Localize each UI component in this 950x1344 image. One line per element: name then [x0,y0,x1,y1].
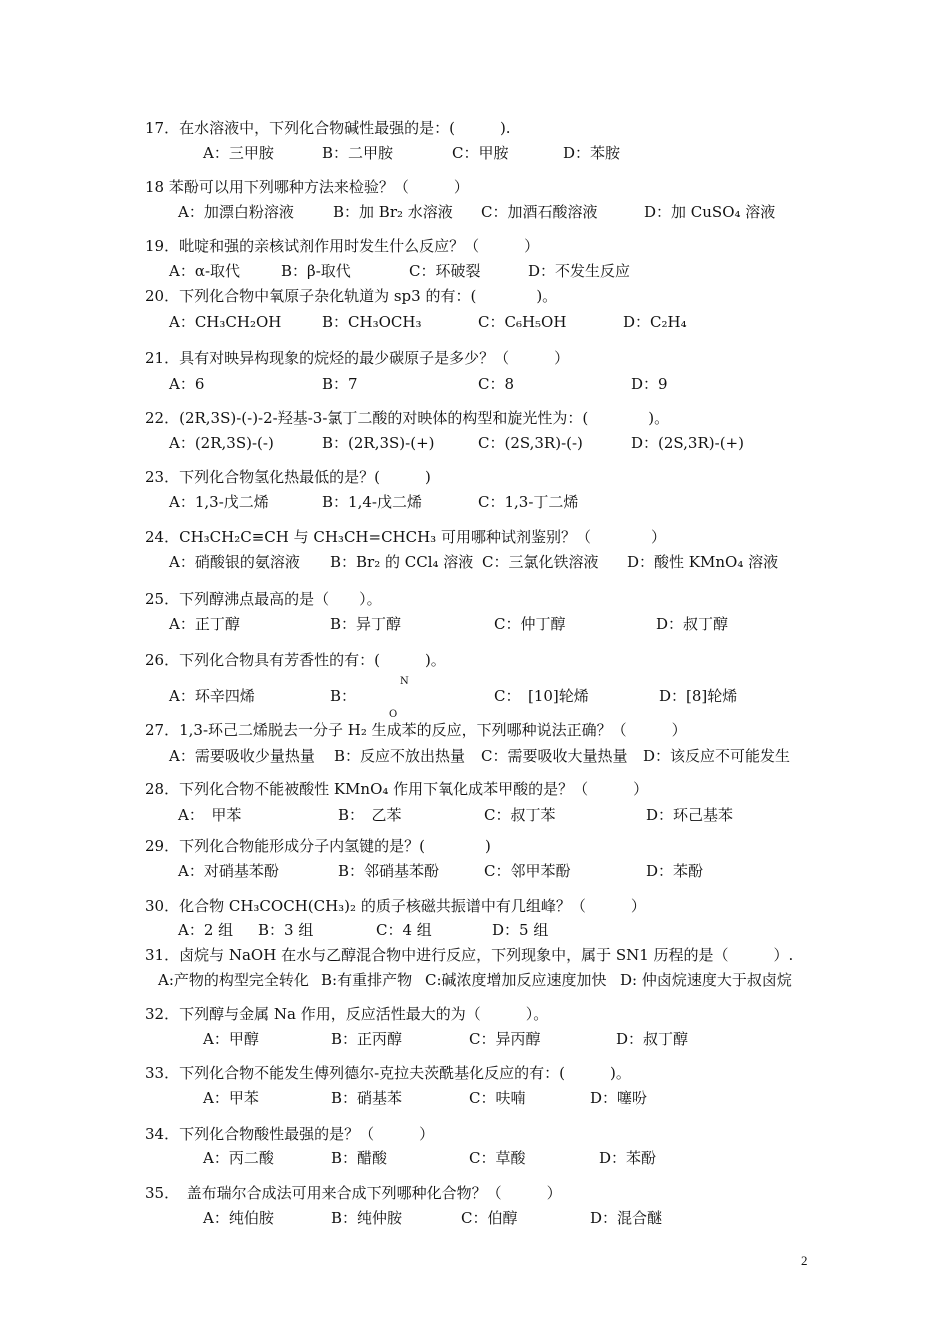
q31-option-c: C:碱浓度增加反应速度加快 [425,971,607,989]
q31-option-d: D: 仲卤烷速度大于叔卤烷 [620,971,792,989]
question-19: 19．吡啶和强的亲核试剂作用时发生什么反应？（ ） [145,237,540,255]
q19-option-c: C：环破裂 [409,262,481,280]
q24-option-c: C：三氯化铁溶液 [482,553,599,571]
q17-option-b: B：二甲胺 [322,144,394,162]
q22-option-d: D：(2S,3R)-(+) [631,434,744,452]
q21-option-a: A：6 [169,375,205,393]
question-32: 32．下列醇与金属 Na 作用，反应活性最大的为（ ）。 [145,1005,549,1023]
q22-option-b: B：(2R,3S)-(+) [322,434,435,452]
q33-option-a: A：甲苯 [203,1089,259,1107]
question-26: 26．下列化合物具有芳香性的有：( )。 [145,651,446,669]
q26-option-c: C： [10]轮烯 [494,687,589,705]
q17-option-d: D：苯胺 [563,144,621,162]
q28-option-b: B： 乙苯 [338,806,402,824]
q30-option-d: D：5 组 [492,921,549,939]
q18-option-b: B：加 Br₂ 水溶液 [333,203,453,221]
question-29: 29．下列化合物能形成分子内氢键的是？( ) [145,837,491,855]
q32-option-d: D：叔丁醇 [616,1030,689,1048]
q33-option-b: B：硝基苯 [331,1089,403,1107]
q18-option-d: D：加 CuSO₄ 溶液 [644,203,776,221]
q33-option-d: D：噻吩 [590,1089,648,1107]
q30-option-b: B：3 组 [258,921,314,939]
q17-option-c: C：甲胺 [452,144,509,162]
q25-option-c: C：仲丁醇 [494,615,566,633]
question-22: 22．(2R,3S)-(-)-2-羟基-3-氯丁二酸的对映体的构型和旋光性为：( )。 [145,409,670,427]
q26-option-b: B： [330,687,357,705]
q19-option-a: A：α-取代 [169,262,241,280]
q28-option-a: A： 甲苯 [178,806,242,824]
q27-option-b: B：反应不放出热量 [334,747,466,765]
q29-option-b: B：邻硝基苯酚 [338,862,440,880]
q32-option-b: B：正丙醇 [331,1030,403,1048]
question-20: 20．下列化合物中氧原子杂化轨道为 sp3 的有：( )。 [145,287,558,305]
q23-option-a: A：1,3-戊二烯 [169,493,269,511]
q34-option-d: D：苯酚 [599,1149,657,1167]
q18-option-c: C：加酒石酸溶液 [481,203,598,221]
question-27: 27．1,3-环己二烯脱去一分子 H₂ 生成苯的反应，下列哪种说法正确？（ ） [145,721,687,739]
q31-option-b: B:有重排产物 [321,971,413,989]
q28-option-c: C：叔丁苯 [484,806,556,824]
q21-option-c: C：8 [478,375,515,393]
question-35: 35． 盖布瑞尔合成法可用来合成下列哪种化合物？（ ） [145,1184,562,1202]
q19-option-b: B：β-取代 [281,262,351,280]
q20-option-d: D：C₂H₄ [623,313,687,331]
q24-option-d: D：酸性 KMnO₄ 溶液 [627,553,779,571]
q22-option-c: C：(2S,3R)-(-) [478,434,583,452]
q23-option-b: B：1,4-戊二烯 [322,493,422,511]
q22-option-a: A：(2R,3S)-(-) [169,434,274,452]
q29-option-d: D：苯酚 [646,862,704,880]
q20-option-a: A：CH₃CH₂OH [169,313,282,331]
question-34: 34．下列化合物酸性最强的是？（ ） [145,1125,435,1143]
q34-option-b: B：醋酸 [331,1149,388,1167]
question-33: 33．下列化合物不能发生傅列德尔-克拉夫茨酰基化反应的有：( )。 [145,1064,631,1082]
q35-option-a: A：纯伯胺 [203,1209,274,1227]
q27-option-a: A：需要吸收少量热量 [169,747,315,765]
q34-option-a: A：丙二酸 [203,1149,274,1167]
q28-option-d: D：环己基苯 [646,806,734,824]
question-30: 30．化合物 CH₃COCH(CH₃)₂ 的质子核磁共振谱中有几组峰？（ ） [145,897,646,915]
q32-option-a: A：甲醇 [203,1030,259,1048]
q29-option-c: C：邻甲苯酚 [484,862,571,880]
question-21: 21．具有对映异构现象的烷烃的最少碳原子是多少？（ ） [145,349,570,367]
q18-option-a: A：加漂白粉溶液 [178,203,294,221]
q35-option-c: C：伯醇 [461,1209,518,1227]
q34-option-c: C：草酸 [469,1149,526,1167]
question-18: 18 苯酚可以用下列哪种方法来检验？（ ） [145,178,469,196]
q33-option-c: C：呋喃 [469,1089,526,1107]
q25-option-b: B：异丁醇 [330,615,402,633]
q24-option-b: B：Br₂ 的 CCl₄ 溶液 [330,553,474,571]
q24-option-a: A：硝酸银的氨溶液 [169,553,300,571]
q21-option-b: B：7 [322,375,358,393]
question-28: 28．下列化合物不能被酸性 KMnO₄ 作用下氧化成苯甲酸的是？（ ） [145,780,649,798]
q19-option-d: D：不发生反应 [528,262,631,280]
question-23: 23．下列化合物氢化热最低的是？( ) [145,468,431,486]
q32-option-c: C：异丙醇 [469,1030,541,1048]
q31-option-a: A:产物的构型完全转化 [158,971,309,989]
q25-option-a: A：正丁醇 [169,615,240,633]
q35-option-b: B：纯仲胺 [331,1209,403,1227]
q27-option-c: C：需要吸收大量热量 [481,747,628,765]
q23-option-c: C：1,3-丁二烯 [478,493,579,511]
q30-option-a: A：2 组 [178,921,234,939]
q17-option-a: A：三甲胺 [203,144,274,162]
q25-option-d: D：叔丁醇 [656,615,729,633]
question-17: 17．在水溶液中，下列化合物碱性最强的是：( ). [145,119,511,137]
question-31: 31．卤烷与 NaOH 在水与乙醇混合物中进行反应，下列现象中，属于 SN1 历程的是（ ）. [145,946,794,964]
q26-ring-label-o: O [389,709,398,720]
q26-ring-label-n: N [400,676,409,687]
page-number: 2 [801,1253,808,1268]
q35-option-d: D：混合醚 [590,1209,663,1227]
q20-option-b: B：CH₃OCH₃ [322,313,422,331]
q29-option-a: A：对硝基苯酚 [178,862,279,880]
q26-option-a: A：环辛四烯 [169,687,255,705]
q26-option-d: D：[8]轮烯 [659,687,738,705]
q30-option-c: C：4 组 [376,921,432,939]
q27-option-d: D：该反应不可能发生 [643,747,791,765]
question-25: 25．下列醇沸点最高的是（ ）。 [145,590,382,608]
question-24: 24．CH₃CH₂C≡CH 与 CH₃CH=CHCH₃ 可用哪种试剂鉴别？（ ） [145,528,666,546]
q20-option-c: C：C₆H₅OH [478,313,567,331]
q21-option-d: D：9 [631,375,668,393]
